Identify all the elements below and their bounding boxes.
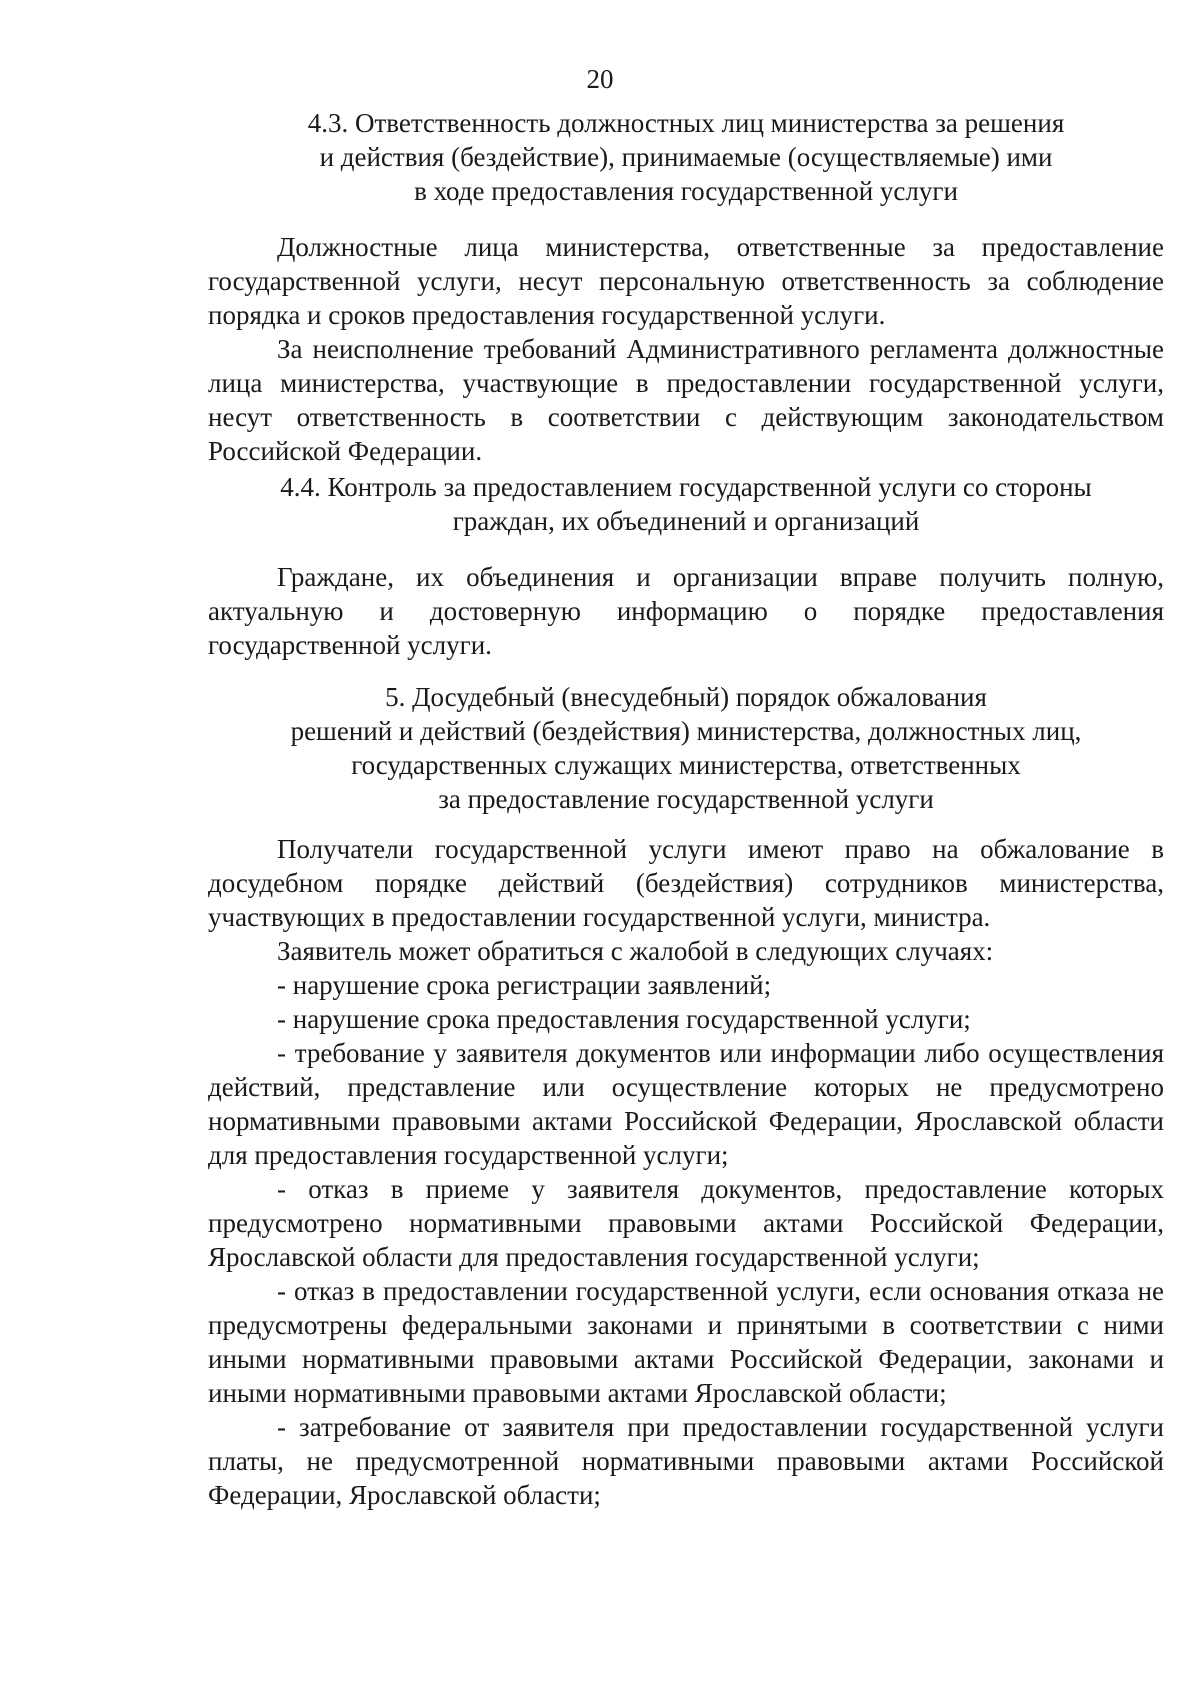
section-5-heading bbox=[208, 680, 1164, 816]
heading-line: 5. Досудебный (внесудебный) порядок обжалования bbox=[385, 682, 987, 712]
heading-line: решений и действий (бездействия) министерства, должностных лиц, bbox=[290, 716, 1082, 746]
list-item: - нарушение срока предоставления государственной услуги; bbox=[277, 1004, 971, 1034]
heading-line: за предоставление государственной услуги bbox=[438, 784, 934, 814]
section-5-body bbox=[208, 832, 1164, 1512]
paragraph: За неисполнение требований Административного регламента должностные лица министерства, участвующие в предоставлении государственной услуги, несут ответственность в соответствии с действующим законодательством Российской Федерации. bbox=[208, 334, 1164, 466]
heading-line: граждан, их объединений и организаций bbox=[452, 506, 920, 536]
section-4-3-heading bbox=[208, 106, 1164, 208]
list-item: - затребование от заявителя при предоставлении государственной услуги платы, не предусмотренной нормативными правовыми актами Российской Федерации, Ярославской области; bbox=[208, 1412, 1164, 1510]
heading-line: государственных служащих министерства, ответственных bbox=[351, 750, 1021, 780]
section-4-3-body bbox=[208, 230, 1164, 468]
heading-line: 4.4. Контроль за предоставлением государственной услуги со стороны bbox=[280, 472, 1092, 502]
list-item: - отказ в предоставлении государственной услуги, если основания отказа не предусмотрены федеральными законами и принятыми в соответствии с ними иными нормативными правовыми актами Российской Федерации, законами и иными нормативными правовыми актами Ярославской области; bbox=[208, 1276, 1164, 1408]
paragraph: Граждане, их объединения и организации вправе получить полную, актуальную и достоверную информацию о порядке предоставления государственной услуги. bbox=[208, 562, 1164, 660]
paragraph: Должностные лица министерства, ответственные за предоставление государственной услуги, несут персональную ответственность за соблюдение порядка и сроков предоставления государственной услуги. bbox=[208, 232, 1164, 330]
page-number: 20 bbox=[586, 64, 614, 94]
paragraph: Получатели государственной услуги имеют право на обжалование в досудебном порядке действий (бездействия) сотрудников министерства, участвующих в предоставлении государственной услуги, министра. bbox=[208, 834, 1164, 932]
section-4-4-heading bbox=[208, 470, 1164, 538]
heading-line: 4.3. Ответственность должностных лиц министерства за решения bbox=[307, 108, 1065, 138]
list-item: - нарушение срока регистрации заявлений; bbox=[277, 970, 772, 1000]
list-item: - требование у заявителя документов или информации либо осуществления действий, представление или осуществление которых не предусмотрено нормативными правовыми актами Российской Федерации, Ярославской области для предоставления государственной услуги; bbox=[208, 1038, 1164, 1170]
list-item: - отказ в приеме у заявителя документов, предоставление которых предусмотрено нормативными правовыми актами Российской Федерации, Ярославской области для предоставления государственной услуги; bbox=[208, 1174, 1164, 1272]
heading-line: в ходе предоставления государственной услуги bbox=[414, 176, 958, 206]
paragraph: Заявитель может обратиться с жалобой в следующих случаях: bbox=[277, 936, 994, 966]
heading-line: и действия (бездействие), принимаемые (осуществляемые) ими bbox=[319, 142, 1053, 172]
section-4-4-body bbox=[208, 560, 1164, 662]
